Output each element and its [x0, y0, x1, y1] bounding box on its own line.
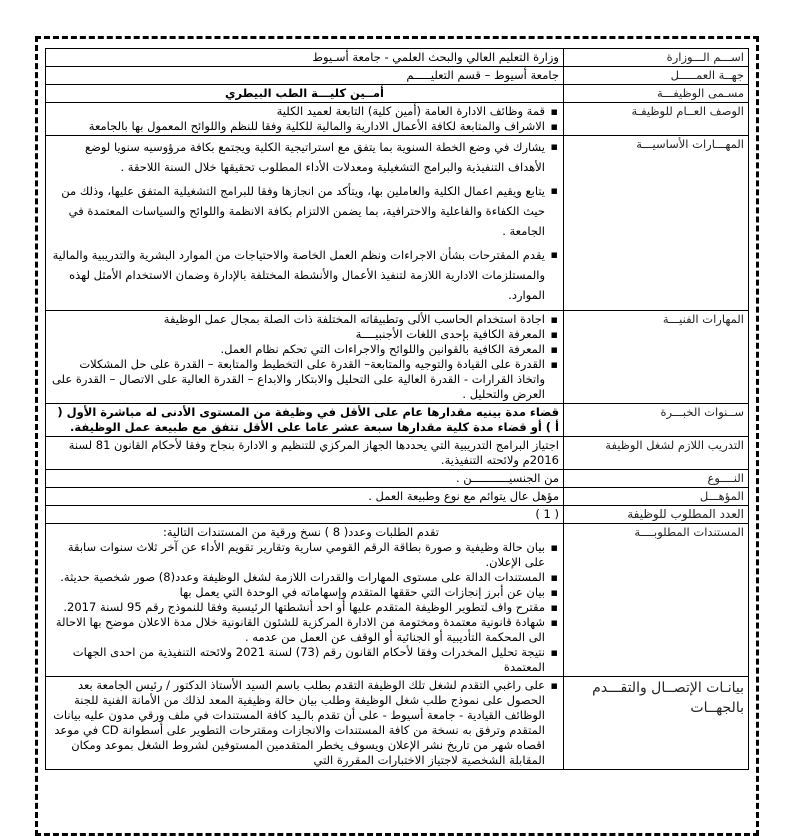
- value-training: اجتياز البرامج التدريبية التي يحددها الجهاز المركزي للتنظيم و الادارة بنجاح وفقا لأحكام القانون 81 لسنة 2016م ولائحته التنفيذية.: [46, 437, 564, 470]
- general-description-list: [50, 104, 559, 134]
- label-contact: بيانـات الإتصــال والتقـــدم بالجهــات: [564, 677, 749, 770]
- job-announcement-table: [45, 48, 749, 770]
- value-number-required: ( 1 ): [46, 506, 564, 524]
- row-basic-skills: [46, 136, 749, 311]
- list-item: ▪ يتابع ويقيم اعمال الكلية والعاملين بها، ويتأكد من انجازها وفقا للبرامج التشغيلية المتفق عليها، وذلك من حيث الكفاءة والفاعلية والاحترافية، بما يضمن الالتزام بكافة الانظمة واللوائح والسياسات المعتمدة في الجامعة .: [50, 181, 545, 241]
- value-qualification: مؤهل عال يتوائم مع نوع وطبيعة العمل .: [46, 488, 564, 506]
- list-item: ▪ الاشراف والمتابعة لكافة الأعمال الادارية والمالية للكلية وفقا للنظم واللوائح المعمول بها بالجامعة: [50, 119, 545, 134]
- list-item: ▪ المعرفة الكافية بالقوانين واللوائح والاجراءات التي تحكم نظام العمل.: [50, 342, 545, 357]
- label-gender: النــــوع: [564, 470, 749, 488]
- row-ministry: [46, 49, 749, 67]
- list-item: ▪ بيان حالة وظيفية و صورة بطاقة الرقم القومي سارية وتقارير تقويم الأداء عن آخر ثلاث سنوات سابقة على الإعلان.: [50, 540, 545, 570]
- row-contact: [46, 677, 749, 770]
- list-item: ▪ يقدم المقترحات بشأن الاجراءات ونظم العمل الخاصة والاحتياجات من الموارد البشرية والتدريبية والمالية والمستلزمات الادارية اللازمة لتنفيذ الأعمال والأنشطة المختلفة بالإدارة وضمان الاستخدام الأمثل لهذه الموارد.: [50, 245, 545, 305]
- list-item: ▪ بيان عن أبرز إنجازات التي حققها المتقدم وإسهاماته في الوحدة التي يعمل بها: [50, 585, 545, 600]
- label-employer: جهــة العمـــــل: [564, 67, 749, 85]
- label-number-required: العدد المطلوب للوظيفة: [564, 506, 749, 524]
- documents-intro: تقدم الطلبات وعدد( 8 ) نسخ ورقية من المستندات التالية:: [162, 525, 439, 539]
- value-experience: قضاء مدة بينيه مقدارها عام على الأقل في وظيفة من المستوى الأدنى له مباشرة الأول ( أ ) أو قضاء مدة كلية مقدارها سبعة عشر عاما على الأقل تتفق مع طبيعة عمل الوظيفة.: [46, 404, 564, 437]
- list-item: ▪ القدرة على القيادة والتوجيه والمتابعة– القدرة على التخطيط والمتابعة – القدرة على حل المشكلات واتخاذ القرارات - القدرة العالية على التحليل والابتكار والابداع – القدرة العالية على الاتصال – القدرة على العرض والتحليل .: [50, 357, 545, 402]
- list-item: ▪ على راغبي التقدم لشغل تلك الوظيفة التقدم بطلب باسم السيد الأستاذ الدكتور / رئيس الجامعة بعد الحصول على نموذج طلب شغل الوظيفة وطلب بيان حالة وظيفية المعد لذلك من الأمانة الفنية للجنة الوظائف القيادية - جامعة أسيوط - على أن تقدم بالـيد كافة المستندات في ملف ورقي مدون عليه بيانات المتقدم وترفق به نسخة من كافة المستندات والانجازات ومقترحات التطوير على أسطوانة CD في موعد اقصاه شهر من تاريخ نشر الإعلان ويسوف يخطر المتقدمين المستوفين لشروط الشغل بموعد ومكان المقابلة الشخصية لاجتياز الاختبارات المقررة التي: [50, 678, 545, 768]
- row-technical-skills: [46, 311, 749, 404]
- row-required-documents: [46, 524, 749, 677]
- label-required-documents: المستندات المطلوبــــة: [564, 524, 749, 677]
- row-training: [46, 437, 749, 470]
- label-technical-skills: المهارات الفنيـــة: [564, 311, 749, 404]
- label-job-title: مسـمى الوظيفـــة: [564, 85, 749, 103]
- row-employer: [46, 67, 749, 85]
- list-item: ▪ نتيجة تحليل المخدرات وفقا لأحكام القانون رقم (73) لسنة 2021 ولائحته التنفيذية من احدى الجهات المعتمدة: [50, 645, 545, 675]
- row-job-title: [46, 85, 749, 103]
- label-basic-skills: المهـــارات الأساسيـــة: [564, 136, 749, 311]
- list-item: ▪ اجادة استخدام الحاسب الألى وتطبيقاته المختلفة ذات الصلة بمجال عمل الوظيفة: [50, 312, 545, 327]
- value-ministry: وزارة التعليم العالي والبحث العلمي - جامعة أسـيوط: [46, 49, 564, 67]
- row-gender: [46, 470, 749, 488]
- value-gender: من الجنسيـــــــــــن .: [46, 470, 564, 488]
- label-general-description: الوصف العــام للوظيفـة: [564, 103, 749, 136]
- list-item: ▪ قمة وظائف الادارة العامة (أمين كلية) التابعة لعميد الكلية: [50, 104, 545, 119]
- row-experience: [46, 404, 749, 437]
- label-ministry: اســـم الـــوزارة: [564, 49, 749, 67]
- label-qualification: المؤهـــل: [564, 488, 749, 506]
- list-item: ▪ مقترح واف لتطوير الوظيفة المتقدم عليها أو احد أنشطتها الرئيسية وفقا للنموذج رقم 95 لسنة 2017.: [50, 600, 545, 615]
- list-item: ▪ المعرفة الكافية بإحدى اللغات الأجنبيــــة: [50, 327, 545, 342]
- label-experience: ســنوات الخبـــرة: [564, 404, 749, 437]
- label-training: التدريب اللازم لشغل الوظيفة: [564, 437, 749, 470]
- documents-list: [50, 540, 559, 675]
- technical-skills-list: [50, 312, 559, 402]
- list-item: ▪ المستندات الدالة على مستوى المهارات والقدرات اللازمة لشغل الوظيفة وعدد(8) صور شخصية حديثة.: [50, 570, 545, 585]
- list-item: ▪ يشارك في وضع الخطة السنوية بما يتفق مع استراتيجية الكلية ويجتمع بكافة مرؤوسيه سنويا لوضع الأهداف التنفيذية والبرامج التشغيلية ومعدلات الأداء المطلوب تحقيقها خلال السنة اللاحقة .: [50, 137, 545, 177]
- row-general-description: [46, 103, 749, 136]
- row-qualification: [46, 488, 749, 506]
- row-number-required: [46, 506, 749, 524]
- list-item: ▪ شهادة قانونية معتمدة ومختومة من الادارة المركزية للشئون القانونية خلال مدة الاعلان موضح بها الاحالة الى المحكمة التأديبية أو الجنائية أو الوقف عن العمل من عدمه .: [50, 615, 545, 645]
- contact-list: [50, 678, 559, 768]
- value-job-title: أمــين كليـــة الطب البيطري: [46, 85, 564, 103]
- basic-skills-list: [50, 137, 559, 305]
- value-employer: جامعة أسيوط – قسم التعليـــــم: [46, 67, 564, 85]
